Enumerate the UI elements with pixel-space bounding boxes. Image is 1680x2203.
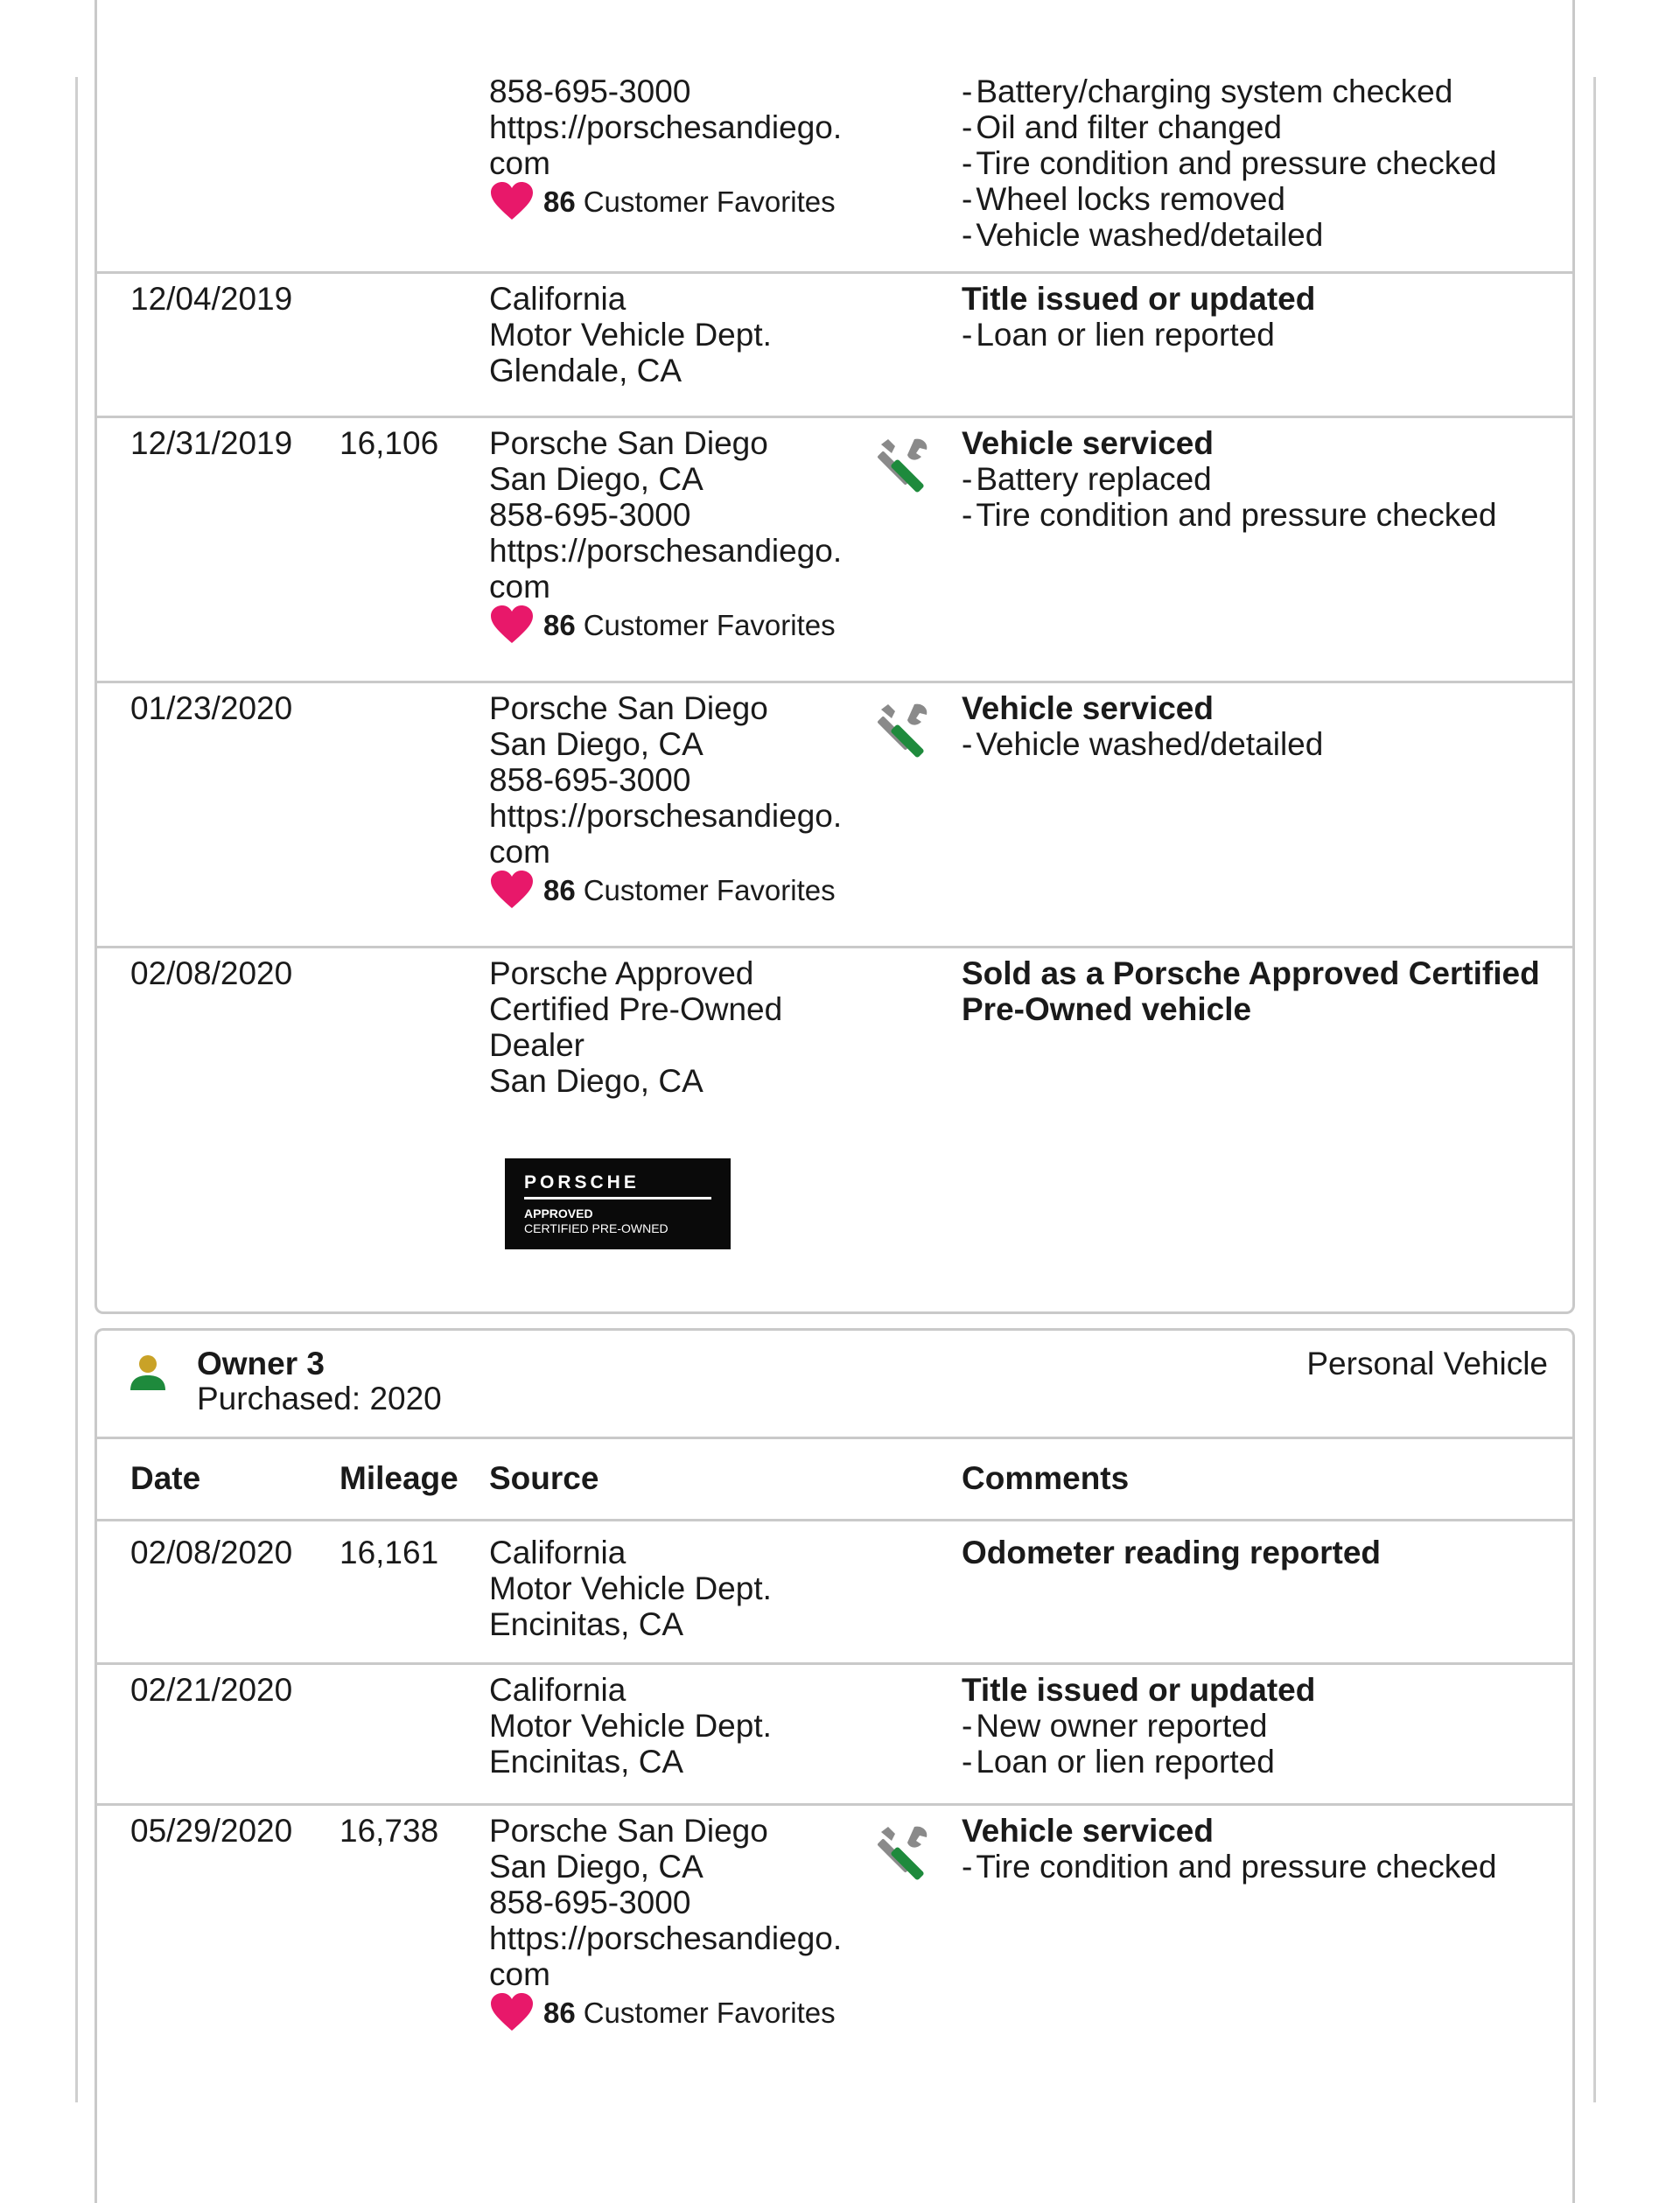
heart-icon: [489, 1992, 535, 2032]
comment-item: - Vehicle washed/detailed: [962, 726, 1565, 762]
event-title: Title issued or updated: [962, 1672, 1316, 1708]
owner-2-history-section: [94, 0, 1575, 1314]
dealer-url-end[interactable]: com: [489, 569, 550, 605]
customer-favorites: [489, 1992, 927, 2032]
favorites-count: 86: [543, 185, 576, 218]
comment-item: - Tire condition and pressure checked: [962, 1849, 1565, 1885]
mileage-cell: 16,738: [340, 1813, 439, 1849]
comments-cell: [962, 1535, 1565, 1570]
dealer-phone: 858-695-3000: [489, 497, 691, 533]
table-row: [97, 683, 1572, 948]
comments-cell: [962, 281, 1565, 353]
dealer-url[interactable]: https://porschesandiego.: [489, 798, 843, 834]
service-tools-icon: [876, 701, 937, 762]
source-cell: California Motor Vehicle Dept. Encinitas, CA: [489, 1535, 772, 1642]
event-title: Vehicle serviced: [962, 425, 1214, 461]
table-row: [97, 274, 1572, 418]
favorites-label: Customer Favorites: [583, 1996, 836, 2029]
service-tools-icon: [876, 436, 937, 497]
comments-cell: [962, 73, 1565, 253]
source-cell: Porsche Approved Certified Pre-Owned Dealer San Diego, CA: [489, 955, 783, 1099]
event-title: Odometer reading reported: [962, 1535, 1382, 1570]
comment-item: - Battery replaced: [962, 461, 1565, 497]
favorites-count: 86: [543, 873, 576, 906]
owner-purchased: Purchased: 2020: [197, 1381, 442, 1416]
service-tools-icon: [876, 1823, 937, 1885]
comment-item: - Loan or lien reported: [962, 317, 1565, 353]
comments-cell: [962, 955, 1565, 1027]
source-cell: Porsche San Diego San Diego, CA 858-695-3000 https://porschesandiego. com 86 Customer Favorites: [489, 425, 927, 645]
dealer-url-end[interactable]: com: [489, 145, 550, 181]
porsche-cpo-logo: [505, 1158, 731, 1249]
comments-cell: [962, 425, 1565, 533]
comments-cell: [962, 690, 1565, 762]
owner-title: Owner 3: [197, 1346, 325, 1381]
comment-item: - Tire condition and pressure checked: [962, 497, 1565, 533]
event-title-cont: Pre-Owned vehicle: [962, 991, 1252, 1027]
event-title: Vehicle serviced: [962, 1813, 1214, 1849]
column-date: Date: [130, 1460, 201, 1496]
comment-item: - Oil and filter changed: [962, 109, 1565, 145]
comment-item: - Wheel locks removed: [962, 181, 1565, 217]
source-cell: California Motor Vehicle Dept. Glendale, CA: [489, 281, 772, 388]
event-title: Sold as a Porsche Approved Certified: [962, 955, 1540, 991]
dealer-url[interactable]: https://porschesandiego.: [489, 533, 843, 569]
event-title: Title issued or updated: [962, 281, 1316, 317]
date-cell: 12/04/2019: [130, 281, 293, 317]
column-comments: Comments: [962, 1460, 1130, 1496]
table-row: [97, 418, 1572, 683]
column-header-row: [97, 1439, 1572, 1521]
vehicle-use-type: Personal Vehicle: [1306, 1346, 1548, 1381]
heart-icon: [489, 605, 535, 645]
dealer-url-end[interactable]: com: [489, 834, 550, 870]
logo-line-approved: APPROVED: [524, 1206, 593, 1220]
mileage-cell: 16,106: [340, 425, 439, 461]
heart-icon: [489, 181, 535, 221]
dealer-url[interactable]: https://porschesandiego.: [489, 1920, 843, 1956]
date-cell: 12/31/2019: [130, 425, 293, 461]
source-cell: Porsche San Diego San Diego, CA 858-695-3000 https://porschesandiego. com 86 Customer Favorites: [489, 1813, 927, 2032]
customer-favorites: [489, 181, 927, 221]
date-cell: 02/08/2020: [130, 1535, 293, 1570]
favorites-label: Customer Favorites: [583, 873, 836, 906]
comment-item: - Loan or lien reported: [962, 1744, 1565, 1780]
favorites-label: Customer Favorites: [583, 185, 836, 218]
table-row: [97, 1521, 1572, 1665]
source-cell: [489, 73, 927, 221]
dealer-phone: 858-695-3000: [489, 1885, 691, 1920]
comment-item: - Tire condition and pressure checked: [962, 145, 1565, 181]
owner-3-history-section: [94, 1328, 1575, 2203]
dealer-phone: 858-695-3000: [489, 762, 691, 798]
table-row: [97, 948, 1572, 1311]
date-cell: 02/08/2020: [130, 955, 293, 991]
favorites-count: 86: [543, 1996, 576, 2029]
column-mileage: Mileage: [340, 1460, 458, 1496]
logo-line-certified: CERTIFIED PRE-OWNED: [524, 1221, 668, 1235]
column-source: Source: [489, 1460, 599, 1496]
owner-person-icon: [129, 1353, 167, 1392]
table-row: [97, 0, 1572, 274]
heart-icon: [489, 870, 535, 910]
dealer-url[interactable]: https://porschesandiego.: [489, 109, 843, 145]
event-title: Vehicle serviced: [962, 690, 1214, 726]
page-border-right: [1593, 77, 1596, 2102]
date-cell: 05/29/2020: [130, 1813, 293, 1849]
mileage-cell: 16,161: [340, 1535, 439, 1570]
comments-cell: [962, 1813, 1565, 1885]
owner-header: [97, 1331, 1572, 1439]
table-row: [97, 1665, 1572, 1806]
dealer-url-end[interactable]: com: [489, 1956, 550, 1992]
comment-item: - Battery/charging system checked: [962, 73, 1565, 109]
customer-favorites: [489, 870, 927, 910]
dealer-phone: 858-695-3000: [489, 73, 691, 109]
logo-divider: [524, 1197, 711, 1199]
logo-wordmark: PORSCHE: [524, 1172, 640, 1192]
favorites-label: Customer Favorites: [583, 608, 836, 641]
date-cell: 01/23/2020: [130, 690, 293, 726]
favorites-count: 86: [543, 608, 576, 641]
comment-item: - Vehicle washed/detailed: [962, 217, 1565, 253]
date-cell: 02/21/2020: [130, 1672, 293, 1708]
source-cell: Porsche San Diego San Diego, CA 858-695-3000 https://porschesandiego. com 86 Customer Favorites: [489, 690, 927, 910]
source-cell: California Motor Vehicle Dept. Encinitas, CA: [489, 1672, 772, 1780]
customer-favorites: [489, 605, 927, 645]
table-row: [97, 1806, 1572, 2173]
comment-item: - New owner reported: [962, 1708, 1565, 1744]
page-border-left: [75, 77, 78, 2102]
comments-cell: [962, 1672, 1565, 1780]
